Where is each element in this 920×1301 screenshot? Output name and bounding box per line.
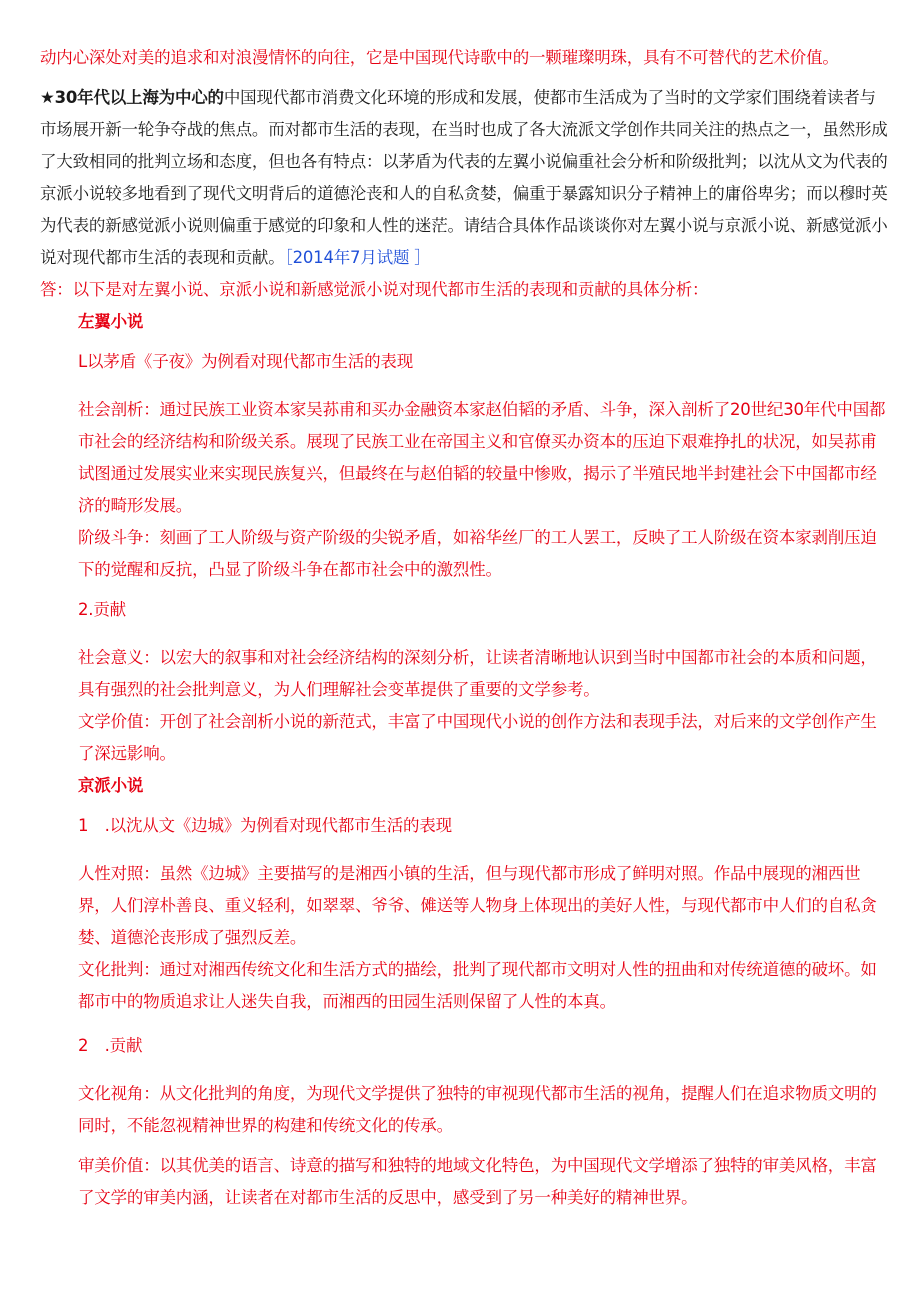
left-wing-paragraph-2: 阶级斗争：刻画了工人阶级与资产阶级的尖锐矛盾，如裕华丝厂的工人罢工，反映了工人阶级在资本家剥削压迫下的觉醒和反抗，凸显了阶级斗争在都市社会中的激烈性。 xyxy=(78,528,877,579)
jingpai-paragraph-4: 审美价值：以其优美的语言、诗意的描写和独特的地域文化特色，为中国现代文学增添了独特的审美风格，丰富了文学的审美内涵，让读者在对都市生活的反思中，感受到了另一种美好的精神世界。 xyxy=(78,1156,877,1207)
left-wing-paragraph-1: 社会剖析：通过民族工业资本家吴荪甫和买办金融资本家赵伯韬的矛盾、斗争，深入剖析了20世纪30年代中国都市社会的经济结构和阶级关系。展现了民族工业在帝国主义和官僚买办资本的压迫下艰难挣扎的状况，如吴荪甫试图通过发展实业来实现民族复兴，但最终在与赵伯韬的较量中惨败，揭示了半殖民地半封建社会下中国都市经济的畸形发展。 xyxy=(78,400,886,515)
question-bold-prefix: 30年代以上海为中心的 xyxy=(54,88,224,107)
left-wing-subheading-2: 2.贡献 xyxy=(78,600,126,619)
left-wing-paragraph-3: 社会意义：以宏大的叙事和对社会经济结构的深刻分析，让读者清晰地认识到当时中国都市社会的本质和问题，具有强烈的社会批判意义，为人们理解社会变革提供了重要的文学参考。 xyxy=(78,648,877,699)
jingpai-paragraph-3: 文化视角：从文化批判的角度，为现代文学提供了独特的审视现代都市生活的视角，提醒人们在追求物质文明的同时，不能忽视精神世界的构建和传统文化的传承。 xyxy=(78,1084,877,1135)
document-page xyxy=(40,42,890,1214)
question-source: ［2014年7月试题 ］ xyxy=(284,248,431,267)
question-body: 中国现代都市消费文化环境的形成和发展，使都市生活成为了当时的文学家们围绕着读者与市场展开新一轮争夺战的焦点。而对都市生活的表现，在当时也成了各大流派文学创作共同关注的热点之一，虽然形成了大致相同的批判立场和态度，但也各有特点：以茅盾为代表的左翼小说偏重社会分析和阶级批判；以沈从文为代表的京派小说较多地看到了现代文明背后的道德沦丧和人的自私贪婪，偏重于暴露知识分子精神上的庸俗卑劣；而以穆时英为代表的新感觉派小说则偏重于感觉的印象和人性的迷茫。请结合具体作品谈谈你对左翼小说与京派小说、新感觉派小说对现代都市生活的表现和贡献。 xyxy=(40,88,888,267)
left-wing-paragraph-4: 文学价值：开创了社会剖析小说的新范式，丰富了中国现代小说的创作方法和表现手法，对后来的文学创作产生了深远影响。 xyxy=(78,712,877,763)
jingpai-subheading-2: 2 .贡献 xyxy=(78,1036,143,1055)
section-heading-left-wing: 左翼小说 xyxy=(78,312,144,331)
jingpai-subheading-1: 1 .以沈从文《边城》为例看对现代都市生活的表现 xyxy=(78,816,452,835)
answer-intro: 答：以下是对左翼小说、京派小说和新感觉派小说对现代都市生活的表现和贡献的具体分析： xyxy=(40,280,709,299)
question-paragraph xyxy=(40,82,890,274)
left-wing-subheading-1: L以茅盾《子夜》为例看对现代都市生活的表现 xyxy=(78,352,413,371)
intro-line: 动内心深处对美的追求和对浪漫情怀的向往，它是中国现代诗歌中的一颗璀璨明珠，具有不可替代的艺术价值。 xyxy=(40,48,839,67)
section-heading-jingpai: 京派小说 xyxy=(78,776,144,795)
star-icon: ★ xyxy=(40,88,55,107)
jingpai-paragraph-1: 人性对照：虽然《边城》主要描写的是湘西小镇的生活，但与现代都市形成了鲜明对照。作品中展现的湘西世界，人们淳朴善良、重义轻利，如翠翠、爷爷、傩送等人物身上体现出的美好人性，与现代都市中人们的自私贪婪、道德沦丧形成了强烈反差。 xyxy=(78,864,877,947)
jingpai-paragraph-2: 文化批判：通过对湘西传统文化和生活方式的描绘，批判了现代都市文明对人性的扭曲和对传统道德的破坏。如都市中的物质追求让人迷失自我，而湘西的田园生活则保留了人性的本真。 xyxy=(78,960,877,1011)
